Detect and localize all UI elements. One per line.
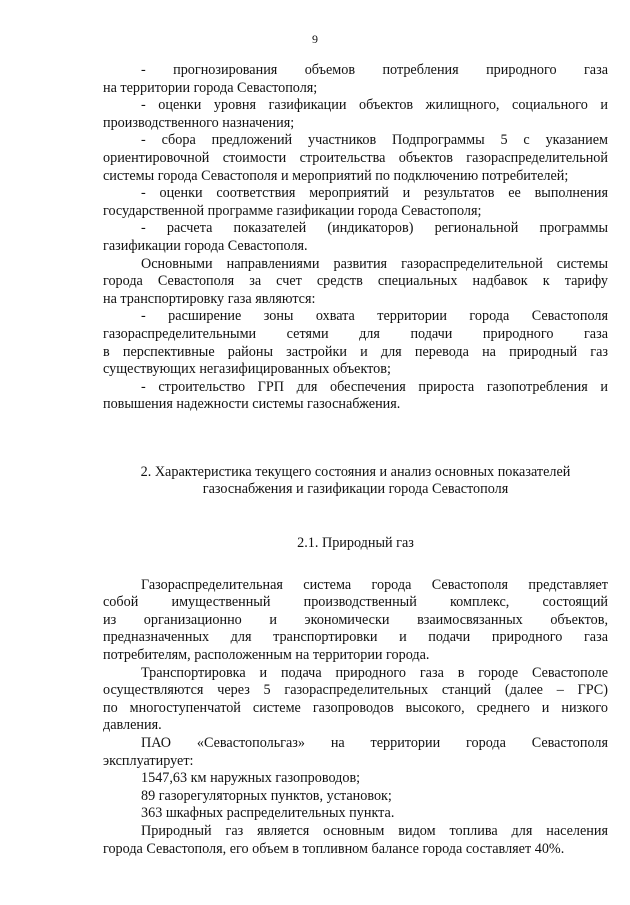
text-line: давления. — [103, 717, 162, 734]
text-line: производственного назначения; — [103, 114, 295, 131]
text-line: газификации города Севастополя. — [103, 237, 308, 254]
section-heading-line: 2. Характеристика текущего состояния и анализ основных показателей — [140, 463, 571, 480]
text-line: эксплуатирует: — [103, 752, 194, 769]
text-line: ПАО «Севастопольгаз» на территории города Севастополя — [141, 735, 608, 751]
text-line: города Севастополя, его объем в топливном балансе города составляет 40%. — [103, 840, 565, 857]
text-line: Основными направлениями развития газораспределительной системы — [141, 255, 608, 272]
text-line: системы города Севастополя и мероприятий по подключению потребителей; — [103, 167, 569, 184]
text-line: потребителям, расположенным на территории города. — [103, 647, 430, 664]
text-line: - расчета показателей (индикаторов) региональной программы — [141, 220, 608, 237]
document-body — [103, 62, 608, 858]
text-line: осуществляются через 5 газораспределительных станций (далее – ГРС) — [103, 682, 608, 699]
section-heading — [103, 464, 608, 499]
text-line: Транспортировка и подача природного газа в городе Севастополе — [141, 664, 608, 681]
text-line: - расширение зоны охвата территории города Севастополя — [141, 308, 608, 325]
text-line: по многоступенчатой системе газопроводов высокого, среднего и низкого — [103, 699, 608, 716]
text-line: 363 шкафных распределительных пункта. — [141, 805, 395, 822]
text-line: - сбора предложений участников Подпрограммы 5 с указанием — [141, 132, 608, 149]
text-line: повышения надежности системы газоснабжения. — [103, 396, 401, 413]
text-line: ориентировочной стоимости строительства объектов газораспределительной — [103, 149, 608, 166]
text-line: 89 газорегуляторных пунктов, установок; — [141, 787, 392, 804]
text-line: 1547,63 км наружных газопроводов; — [141, 770, 361, 787]
section-text — [103, 577, 608, 859]
text-line: предназначенных для транспортировки и подачи природного газа — [103, 629, 608, 646]
text-line: собой имущественный производственный комплекс, состоящий — [103, 594, 608, 611]
text-line: существующих негазифицированных объектов; — [103, 361, 391, 378]
text-line: газораспределительными сетями для подачи природного газа — [103, 325, 608, 342]
text-line: - прогнозирования объемов потребления природного газа — [141, 62, 608, 78]
text-line: города Севастополя за счет средств специальных надбавок к тарифу — [103, 273, 608, 290]
text-line: - оценки соответствия мероприятий и результатов ее выполнения — [141, 185, 608, 202]
text-line: Природный газ является основным видом топлива для населения — [141, 822, 608, 839]
text-line: в перспективные районы застройки и для перевода на природный газ — [103, 343, 608, 360]
text-line: - строительство ГРП для обеспечения прироста газопотребления и — [141, 378, 608, 395]
text-line: из организационно и экономически взаимосвязанных объектов, — [103, 611, 608, 628]
text-line: на транспортировку газа являются: — [103, 290, 316, 307]
text-line: - оценки уровня газификации объектов жилищного, социального и — [141, 97, 608, 114]
section-heading-line: газоснабжения и газификации города Севастополя — [202, 481, 509, 498]
subsection-heading: 2.1. Природный газ — [297, 535, 414, 552]
text-line: Газораспределительная система города Севастополя представляет — [141, 576, 608, 593]
text-line: на территории города Севастополя; — [103, 79, 318, 96]
page-number: 9 — [312, 32, 318, 46]
text-line: государственной программе газификации города Севастополя; — [103, 202, 482, 219]
